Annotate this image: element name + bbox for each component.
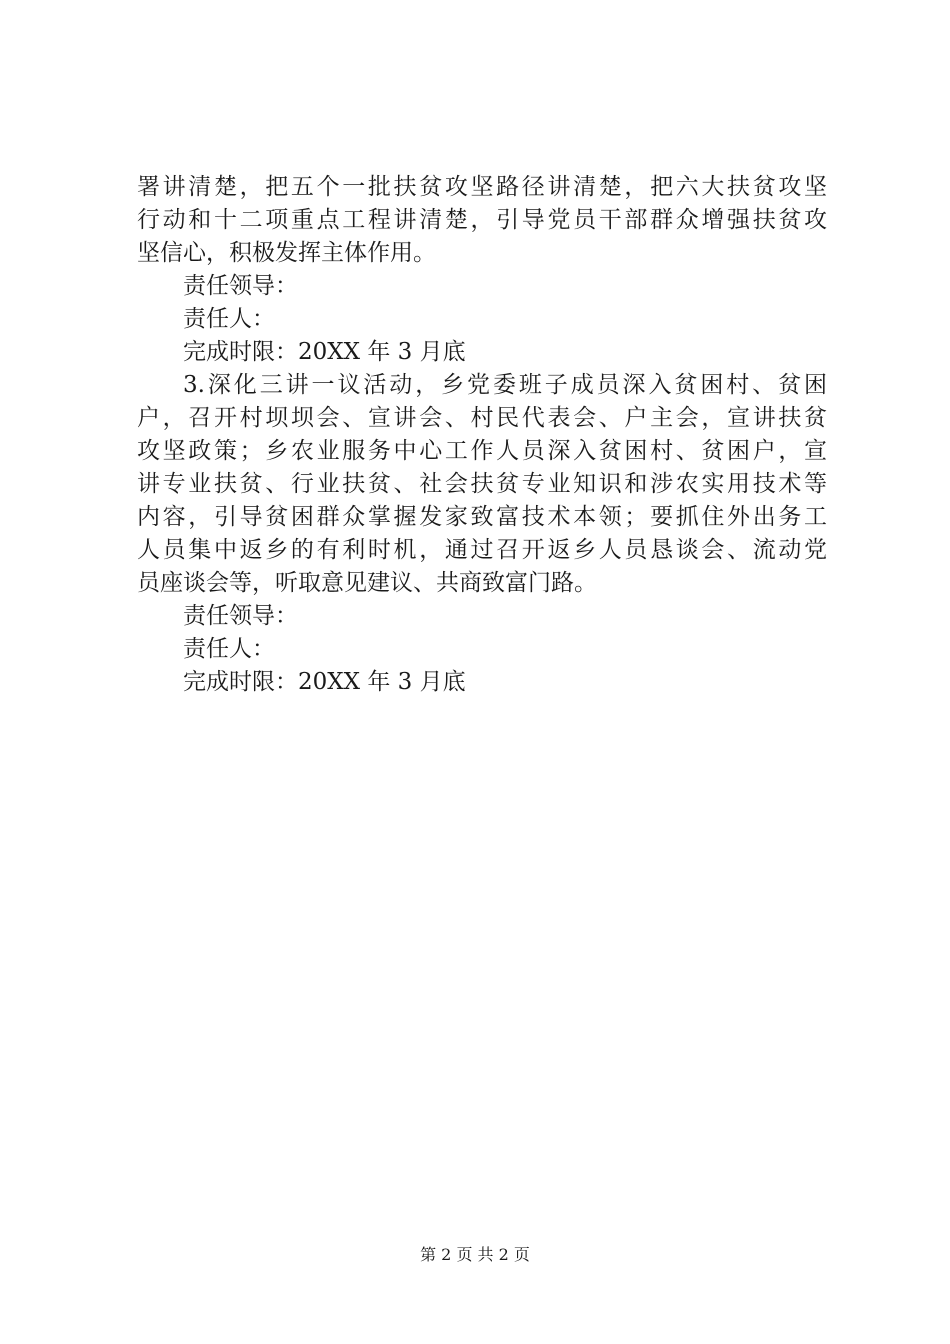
text-line: 责任领导： <box>183 603 298 629</box>
text-line: 署讲清楚，把五个一批扶贫攻坚路径讲清楚，把六大扶贫攻坚 <box>137 174 827 200</box>
text-line: 责任人： <box>183 306 275 332</box>
text-line: 户，召开村坝坝会、宣讲会、村民代表会、户主会，宣讲扶贫 <box>137 405 827 431</box>
text-line: 内容，引导贫困群众掌握发家致富技术本领；要抓住外出务工 <box>137 504 827 530</box>
page-footer: 第 2 页 共 2 页 <box>420 1245 530 1264</box>
text-line: 人员集中返乡的有利时机，通过召开返乡人员恳谈会、流动党 <box>137 537 827 563</box>
text-line: 3.深化三讲一议活动，乡党委班子成员深入贫困村、贫困 <box>183 372 827 398</box>
text-line: 完成时限：20XX 年 3 月底 <box>183 339 466 365</box>
text-line: 攻坚政策；乡农业服务中心工作人员深入贫困村、贫困户，宣 <box>137 438 827 464</box>
text-line: 完成时限：20XX 年 3 月底 <box>183 669 466 695</box>
text-line: 责任人： <box>183 636 275 662</box>
document-body <box>137 171 827 699</box>
text-line: 讲专业扶贫、行业扶贫、社会扶贫专业知识和涉农实用技术等 <box>137 471 827 497</box>
text-line: 行动和十二项重点工程讲清楚，引导党员干部群众增强扶贫攻 <box>137 207 827 233</box>
text-line: 员座谈会等，听取意见建议、共商致富门路。 <box>137 570 597 596</box>
text-line: 责任领导： <box>183 273 298 299</box>
text-line: 坚信心，积极发挥主体作用。 <box>137 240 436 266</box>
